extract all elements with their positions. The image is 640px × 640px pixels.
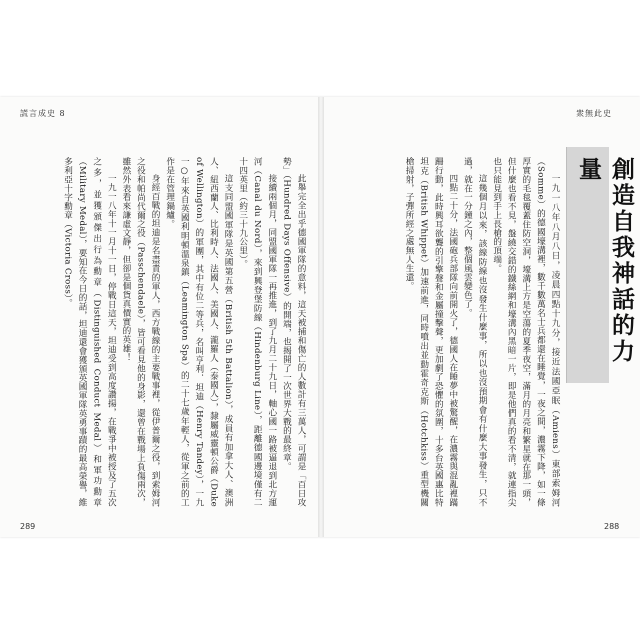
left-paragraph: 這支同盟國軍隊是英國第五營（British 5th Battalion），成員有加拿大人、澳洲人、紐西蘭人、比利時人、法國人、美國人、瀧羅人（泰國人），隸屬威靈頓公爵（Duke of Wellington）的軍團，其中有位二等兵，名叫亨利．坦迪（Henry Tandey），一九一○年來自英國利明頓溫泉鎮（Leamington Spa）的二十七歲年輕人，從軍之前的工作是在管理鍋爐。 (164, 157, 234, 507)
left-page-text (14, 157, 308, 507)
chapter-title: 創造自我神話的力量 (575, 157, 635, 365)
right-page-number: 288 (604, 522, 620, 531)
right-paragraph: 這幾個月以來，該線防線也沒發生什麼事，所以也沒預期會有什麼大事發生，只不過，就在一分鐘之內，整個風雲變色了。 (462, 157, 488, 507)
left-paragraph: 此舉完全出乎德國軍隊的意料，這天被捕和傷亡的人數計有三萬人，可謂是「百日攻勢」（Hundred Days Offensive）的開端，也揭開了一次世界大戰的最終章。 (281, 157, 306, 507)
left-running-head: 謊言成史 8 (20, 109, 66, 118)
right-paragraph: 四點二十分，法國砲兵部隊向前開火了，德國人在睡夢中被驚醒，在濃霧與混亂裡蹣跚行動，此時興耳欲聾的引擎聲和金屬撞擊聲，更加劇了恐懼的氛圍，十多台英國惠比特坦克（British Whippet）加速前進，同時噴出並動霍奇克斯（Hotchkiss）重型機關槍掃射，子彈所經之處無人生還。 (404, 157, 458, 507)
left-paragraph: 一九一八年十一月十一日，停戰日這天，坦迪受到高度讚揚，在戰爭中被授及了五次之多，並獲頒傑出行為勳章（Distinguished Conduct Medal）和軍功勳章（Military Medal），要知在今日的話，坦迪還會獲頒英國軍隊英勇事蹟的最高榮譽，維多利亞十字勳章（Victoria Cross）。 (62, 157, 117, 507)
right-running-head: 衆無此史 (576, 109, 612, 118)
chapter-title-box (566, 147, 635, 383)
left-paragraph: 接續兩個月，同盟國軍隊一再推進，到了九月二十九日，軸心國一路被逼退到北方運河（Canal du Nord），來到興登堡防線（Hindenburg Line），距離德國邊境僅有二十四英里（約三十九公里）。 (237, 157, 277, 507)
book-gutter (318, 97, 324, 537)
right-paragraph: 一九一八年八月八日，凌晨四點十九分，接近法國亞眠（Amiens）東部索姆河（Somme）的德國壕溝裡，數千數萬名士兵都還在睡覺，一夜之間，濃霧下降，如一條厚實的毛毯覆蓋住防空洞，壕溝上方是空蕩的夏季夜空，滿月的月亮和繁星就在那一頭，但什麼也看不見，盤繞交錯的鐵絲網和壕溝內黑暗一片，即是他們真的看不清，就連指尖也只能見到手上長槍的頂端。 (491, 157, 560, 507)
left-page-number: 289 (20, 522, 36, 531)
right-page-text (330, 157, 562, 507)
left-paragraph: 身經百戰的坦迪是名盡責的軍人，西方戰線的主要戰事裡，從伊普爾之役，到索姆河之役和帕尚代爾之役（Passchendaele），皆可看見他的身影，還曾在戰場上負傷兩次，雖然外表看來謙虛文靜，但卻是個貨真價實的英雄！ (120, 157, 161, 507)
